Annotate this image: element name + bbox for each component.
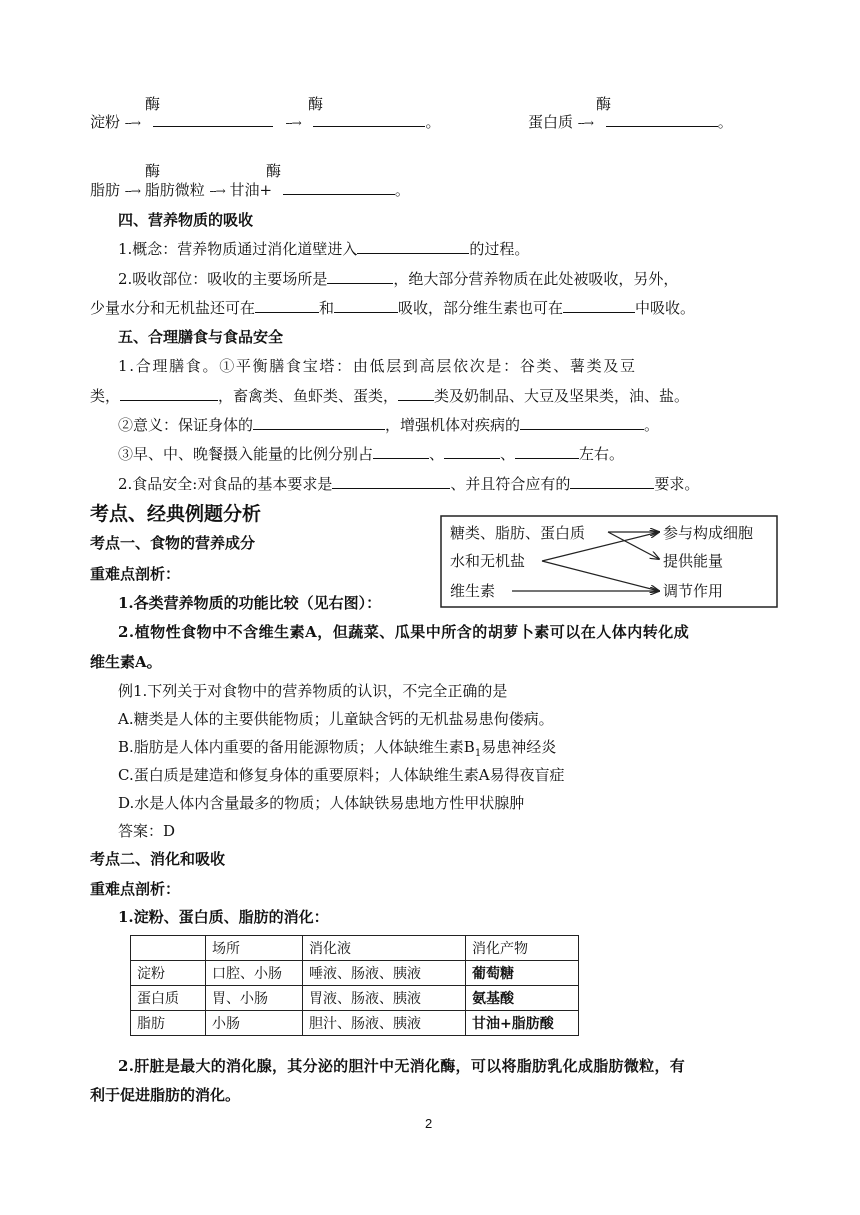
text: 中吸收。 <box>635 299 696 317</box>
reaction-arrow: --→ <box>209 184 225 198</box>
table-cell: 氨基酸 <box>466 986 579 1011</box>
diagram-left-vitamins: 维生素 <box>450 582 496 600</box>
text: 的过程。 <box>469 240 530 258</box>
blank[interactable] <box>255 298 319 313</box>
point1-title: 考点一、食物的营养成分 <box>90 534 256 552</box>
point2-item2-line2: 利于促进脂肪的消化。 <box>90 1086 241 1104</box>
blank[interactable] <box>253 415 385 430</box>
glycerol-term: 甘油+ <box>229 181 273 199</box>
blank[interactable] <box>515 444 579 459</box>
blank[interactable] <box>313 112 425 127</box>
section4-item2 <box>118 268 678 289</box>
diagram-right-build-cells: 参与构成细胞 <box>663 524 754 542</box>
section4-title: 四、营养物质的吸收 <box>118 211 254 229</box>
point2-title: 考点二、消化和吸收 <box>90 850 226 868</box>
text: ，畜禽类、鱼虾类、蛋类， <box>218 387 399 405</box>
blank[interactable] <box>520 415 644 430</box>
enzyme-label-protein: 酶 <box>596 95 612 113</box>
enzyme-label-starch: 酶 <box>145 95 161 113</box>
point2-item1: 1.淀粉、蛋白质、脂肪的消化： <box>118 908 329 926</box>
table-row <box>131 961 579 986</box>
fat-term: 脂肪 <box>90 181 121 199</box>
table-header-cell: 消化产物 <box>466 936 579 961</box>
text: 类， <box>90 387 121 405</box>
point1-item2-line2: 维生素A。 <box>90 653 162 671</box>
table-cell: 甘油+脂肪酸 <box>466 1011 579 1036</box>
text: 少量水分和无机盐还可在 <box>90 299 256 317</box>
table-cell: 脂肪 <box>131 1011 206 1036</box>
section5-title: 五、合理膳食与食品安全 <box>118 328 284 346</box>
point1-difficulty-label: 重难点剖析： <box>90 565 181 583</box>
page-number: 2 <box>425 1116 433 1131</box>
diagram-left-water-minerals: 水和无机盐 <box>450 552 526 570</box>
option-c: C.蛋白质是建造和修复身体的重要原料；人体缺维生素A易得夜盲症 <box>118 766 565 784</box>
enzyme-label-fat: 酶 <box>145 162 161 180</box>
text: ，增强机体对疾病的 <box>385 416 521 434</box>
table-cell: 唾液、肠液、胰液 <box>303 961 466 986</box>
text: 、并且符合应有的 <box>450 475 571 493</box>
table-cell: 胆汁、肠液、胰液 <box>303 1011 466 1036</box>
text: 2.吸收部位：吸收的主要场所是 <box>118 270 328 288</box>
enzyme-label-fat-particle: 酶 <box>266 162 282 180</box>
text: 1.概念：营养物质通过消化道壁进入 <box>118 240 358 258</box>
text: 吸收，部分维生素也可在 <box>398 299 564 317</box>
reaction-arrow: --→ <box>124 184 140 198</box>
blank[interactable] <box>334 298 398 313</box>
starch-term: 淀粉 <box>90 113 121 131</box>
blank[interactable] <box>398 386 434 401</box>
option-d: D.水是人体内含量最多的物质；人体缺铁易患地方性甲状腺肿 <box>118 794 525 812</box>
table-header-cell: 场所 <box>206 936 303 961</box>
table-cell: 胃液、肠液、胰液 <box>303 986 466 1011</box>
subscript: 1 <box>474 748 482 759</box>
section5-meaning <box>118 414 659 435</box>
protein-term: 蛋白质 <box>528 113 574 131</box>
text: 。 <box>644 416 660 434</box>
protein-reaction <box>528 111 733 132</box>
text: ②意义：保证身体的 <box>118 416 254 434</box>
nutrient-function-diagram <box>440 515 778 608</box>
table-cell: 口腔、小肠 <box>206 961 303 986</box>
analysis-title: 考点、经典例题分析 <box>90 503 262 525</box>
text: ③早、中、晚餐摄入能量的比例分别占 <box>118 445 374 463</box>
table-cell: 淀粉 <box>131 961 206 986</box>
blank[interactable] <box>327 269 393 284</box>
table-cell: 胃、小肠 <box>206 986 303 1011</box>
table-header-cell: 消化液 <box>303 936 466 961</box>
text: 要求。 <box>654 475 700 493</box>
point1-item2-line1: 2.植物性食物中不含维生素A，但蔬菜、瓜果中所含的胡萝卜素可以在人体内转化成 <box>118 623 690 641</box>
example-question: 例1.下列关于对食物中的营养物质的认识，不完全正确的是 <box>118 682 508 700</box>
blank[interactable] <box>283 180 395 195</box>
section5-item1-line2 <box>90 385 689 406</box>
section5-ratio <box>118 443 624 464</box>
text: 易患神经炎 <box>481 738 557 756</box>
table-cell: 小肠 <box>206 1011 303 1036</box>
option-a: A.糖类是人体的主要供能物质；儿童缺含钙的无机盐易患佝偻病。 <box>118 710 554 728</box>
table-row <box>131 1011 579 1036</box>
diagram-right-energy: 提供能量 <box>663 552 724 570</box>
section4-item2-line2 <box>90 297 695 318</box>
blank[interactable] <box>606 112 718 127</box>
fat-particle-term: 脂肪微粒 <box>144 181 205 199</box>
reaction-arrow: --→ <box>124 116 140 130</box>
table-cell: 葡萄糖 <box>466 961 579 986</box>
table-row <box>131 986 579 1011</box>
blank[interactable] <box>373 444 429 459</box>
option-b <box>118 736 556 759</box>
text: 、 <box>429 445 445 463</box>
reaction-arrow: --→ <box>577 116 593 130</box>
blank[interactable] <box>120 386 218 401</box>
reaction-arrow: --→ <box>285 116 301 130</box>
blank[interactable] <box>570 474 654 489</box>
text: B.脂肪是人体内重要的备用能源物质；人体缺维生素B <box>118 738 475 756</box>
text: 2.食品安全:对食品的基本要求是 <box>118 475 333 493</box>
table-cell: 蛋白质 <box>131 986 206 1011</box>
table-header-row <box>131 936 579 961</box>
text: 左右。 <box>579 445 625 463</box>
table-header-cell <box>131 936 206 961</box>
point2-item2-line1: 2.肝脏是最大的消化腺，其分泌的胆汁中无消化酶，可以将脂肪乳化成脂肪微粒，有 <box>118 1057 686 1075</box>
blank[interactable] <box>153 112 273 127</box>
point2-difficulty-label: 重难点剖析： <box>90 880 181 898</box>
fat-reaction <box>90 179 410 200</box>
diagram-right-regulation: 调节作用 <box>663 582 724 600</box>
diagram-left-macronutrients: 糖类、脂肪、蛋白质 <box>450 524 586 542</box>
text: ，绝大部分营养物质在此处被吸收，另外， <box>393 270 679 288</box>
period: 。 <box>425 113 441 131</box>
period: 。 <box>394 181 410 199</box>
blank[interactable] <box>357 239 469 254</box>
enzyme-label-intermediate: 酶 <box>308 95 324 113</box>
section5-safety <box>118 473 699 494</box>
period: 。 <box>717 113 733 131</box>
section4-item1 <box>118 238 529 259</box>
blank[interactable] <box>444 444 500 459</box>
point1-item1: 1.各类营养物质的功能比较（见右图）： <box>118 594 382 612</box>
text: 和 <box>319 299 335 317</box>
blank[interactable] <box>332 474 450 489</box>
blank[interactable] <box>563 298 635 313</box>
starch-reaction <box>90 111 441 132</box>
section5-item1-line1: 1.合理膳食。①平衡膳食宝塔：由低层到高层依次是：谷类、薯类及豆 <box>118 357 637 375</box>
answer: 答案：D <box>118 822 176 840</box>
text: 类及奶制品、大豆及坚果类，油、盐。 <box>434 387 690 405</box>
text: 、 <box>500 445 516 463</box>
digestion-table <box>130 935 579 1036</box>
